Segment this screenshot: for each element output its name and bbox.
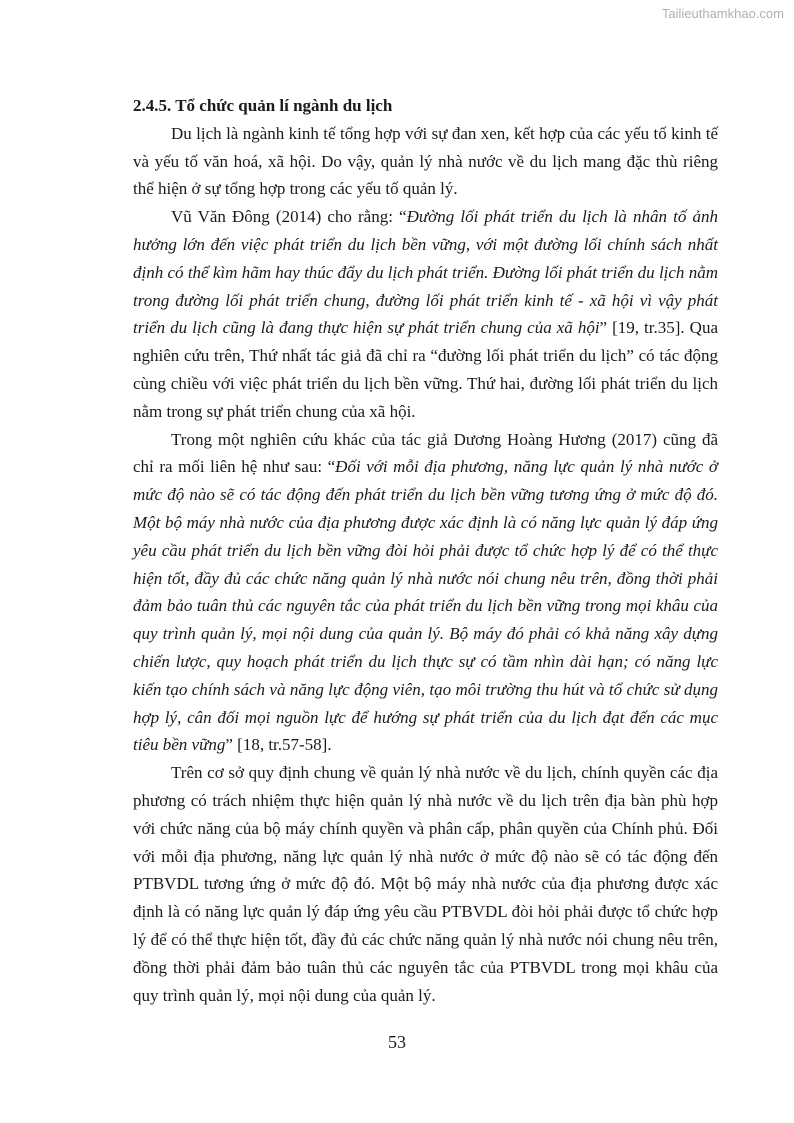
paragraph-2-quote: Đường lối phát triển du lịch là nhân tố ảnh hưởng lớn đến việc phát triển du lịch bền vững, với một đường lối chính sách nhất định có thể kìm hãm hay thúc đẩy du lịch phát triển. Đường lối phát triển du lịch nằm trong đường lối phát triển chung, đường lối phát triển kinh tế - xã hội vì vậy phát triển du lịch cũng là đang thực hiện sự phát triển chung của xã hội [133,207,718,338]
paragraph-3-rest: ” [18, tr.57-58]. [225,735,332,755]
paragraph-1: Du lịch là ngành kinh tế tổng hợp với sự đan xen, kết hợp của các yếu tố kinh tế và yếu tố văn hoá, xã hội. Do vậy, quản lý nhà nước về du lịch mang đặc thù riêng thể hiện ở sự tổng hợp trong các yếu tố quản lý. [133,123,718,199]
watermark-text: Tailieuthamkhao.com [661,6,784,21]
paragraph-3-intro: Trong một nghiên cứu khác của tác giả Dương Hoàng Hương (2017) cũng đã chỉ ra mối liên hệ như sau: “ [133,429,718,477]
paragraph-3 [133,426,718,760]
paragraph-3-quote: Đối với mỗi địa phương, năng lực quản lý nhà nước ở mức độ nào sẽ có tác động đến phát triển du lịch bền vững tương ứng ở mức độ đó. Một bộ máy nhà nước của địa phương được xác định là có năng lực quản lý đáp ứng yêu cầu phát triển du lịch bền vững đòi hỏi phải được tổ chức hợp lý để có thể thực hiện tốt, đầy đủ các chức năng quản lý nhà nước nói chung nêu trên, đồng thời phải đảm bảo tuân thủ các nguyên tắc của phát triển du lịch bền vững trong mọi khâu của quy trình quản lý, mọi nội dung của quản lý. Bộ máy đó phải có khả năng xây dựng chiến lược, quy hoạch phát triển du lịch thực sự có tầm nhìn dài hạn; có năng lực kiến tạo chính sách và năng lực động viên, tạo môi trường thu hút và tổ chức sử dụng hợp lý, cân đối mọi nguồn lực để hướng sự phát triển của du lịch đạt đến các mục tiêu bền vững [133,457,718,755]
paragraph-4: Trên cơ sở quy định chung về quản lý nhà nước về du lịch, chính quyền các địa phương có trách nhiệm thực hiện quản lý nhà nước về du lịch trên địa bàn phù hợp với chức năng của bộ máy chính quyền và phân cấp, phân quyền của Chính phủ. Đối với mỗi địa phương, năng lực quản lý nhà nước ở mức độ nào sẽ có tác động đến PTBVDL tương ứng ở mức độ đó. Một bộ máy nhà nước của địa phương được xác định là có năng lực quản lý đáp ứng yêu cầu PTBVDL đòi hỏi phải được tổ chức hợp lý để có thể thực hiện tốt, đầy đủ các chức năng quản lý nhà nước nói chung nêu trên, đồng thời phải đảm bảo tuân thủ các nguyên tắc của PTBVDL trong mọi khâu của quy trình quản lý, mọi nội dung của quản lý. [133,763,718,1005]
paragraph-2-rest: ” [19, tr.35]. Qua nghiên cứu trên, Thứ nhất tác giả đã chỉ ra “đường lối phát triển du lịch” có tác động cùng chiều với việc phát triển du lịch bền vững. Thứ hai, đường lối phát triển du lịch nằm trong sự phát triển chung của xã hội. [133,318,718,421]
page-number: 53 [388,1032,406,1052]
paragraph-2-intro: Vũ Văn Đông (2014) cho rằng: “ [171,207,407,227]
section-heading: 2.4.5. Tổ chức quản lí ngành du lịch [133,96,393,115]
document-body [133,92,718,1009]
paragraph-2 [133,203,718,425]
